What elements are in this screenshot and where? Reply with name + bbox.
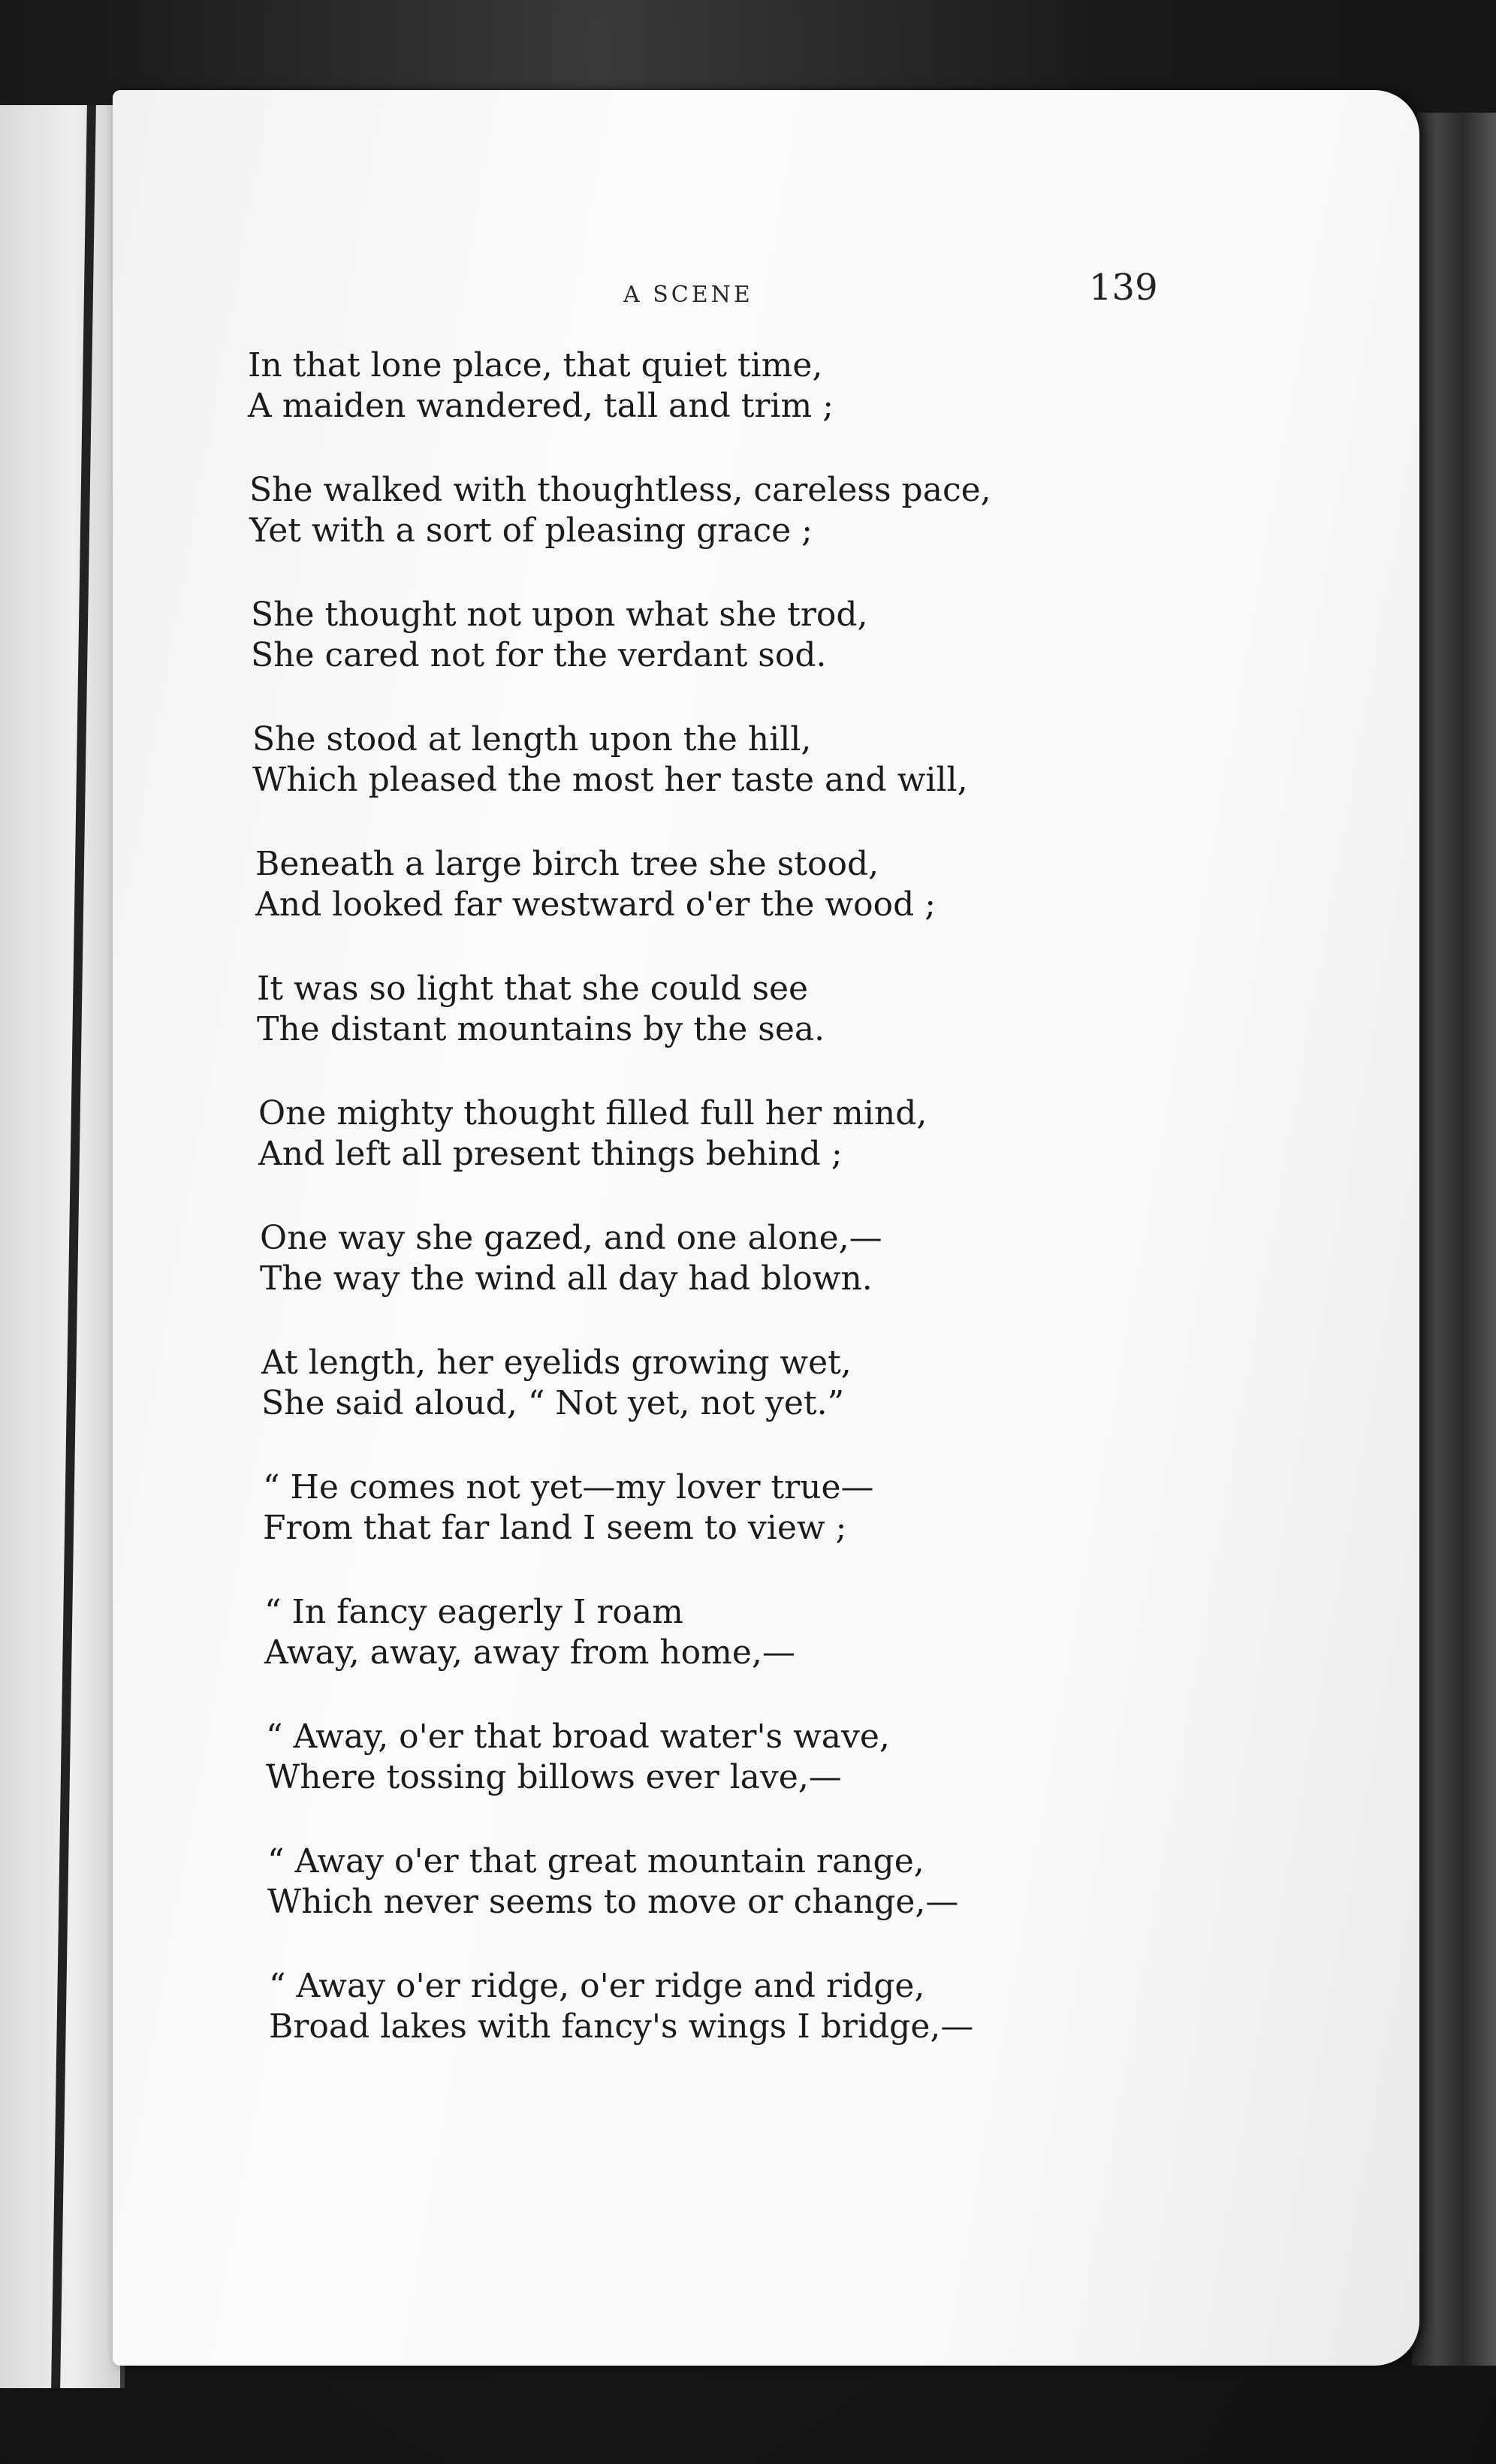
poem-line: “ In fancy eagerly I roam xyxy=(264,1593,683,1631)
poem-line: Yet with a sort of pleasing grace ; xyxy=(249,511,813,550)
poem-line: “ Away o'er ridge, o'er ridge and ridge, xyxy=(269,1967,925,2005)
page-number: 139 xyxy=(1089,267,1158,309)
poem-line: One way she gazed, and one alone,— xyxy=(260,1219,882,1257)
poem-line: “ Away o'er that great mountain range, xyxy=(267,1842,924,1880)
poem-line: She walked with thoughtless, careless pace, xyxy=(249,471,991,509)
stanza xyxy=(248,1343,1284,1424)
poem-line: At length, her eyelids growing wet, xyxy=(261,1344,852,1382)
stanza xyxy=(248,1592,1284,1673)
poem-line: Broad lakes with fancy's wings I bridge,— xyxy=(269,2007,974,2046)
poem-line: She cared not for the verdant sod. xyxy=(251,636,827,674)
poem-line: The way the wind all day had blown. xyxy=(260,1259,873,1298)
poem-line: She stood at length upon the hill, xyxy=(252,720,812,759)
stanza xyxy=(248,470,1284,551)
poem-line: Where tossing billows ever lave,— xyxy=(266,1758,842,1796)
stanza xyxy=(248,844,1284,925)
poem-line: Beneath a large birch tree she stood, xyxy=(255,845,879,883)
stanza xyxy=(248,1467,1284,1549)
poem-line: Away, away, away from home,— xyxy=(264,1633,795,1672)
poem-line: Which pleased the most her taste and will, xyxy=(252,761,968,799)
poem-line: And left all present things behind ; xyxy=(258,1135,843,1173)
poem-line: “ Away, o'er that broad water's wave, xyxy=(266,1718,890,1756)
poem-line: One mighty thought filled full her mind, xyxy=(258,1094,927,1132)
stanza xyxy=(248,969,1284,1050)
poem-line: Which never seems to move or change,— xyxy=(267,1883,959,1921)
poem-line: The distant mountains by the sea. xyxy=(257,1010,825,1048)
poem-line: From that far land I seem to view ; xyxy=(263,1509,847,1547)
stanza xyxy=(248,1717,1284,1798)
poem-line: A maiden wandered, tall and trim ; xyxy=(248,387,834,425)
stanza xyxy=(248,1218,1284,1299)
poem-line: She thought not upon what she trod, xyxy=(251,596,868,634)
poem-line: “ He comes not yet—my lover true— xyxy=(263,1468,874,1506)
poem-line: It was so light that she could see xyxy=(257,970,809,1008)
stanza xyxy=(248,1841,1284,1923)
poem-body xyxy=(248,345,1284,2091)
stanza xyxy=(248,595,1284,676)
book-page xyxy=(113,90,1419,2366)
running-head: A SCENE xyxy=(623,282,753,308)
stanza xyxy=(248,345,1284,427)
poem-line: She said aloud, “ Not yet, not yet.” xyxy=(261,1384,845,1422)
stanza xyxy=(248,719,1284,801)
poem-line: And looked far westward o'er the wood ; xyxy=(255,885,937,924)
stanza xyxy=(248,1966,1284,2047)
poem-line: In that lone place, that quiet time, xyxy=(248,346,823,385)
page-stack-edge xyxy=(1412,113,1496,2366)
stanza xyxy=(248,1093,1284,1175)
